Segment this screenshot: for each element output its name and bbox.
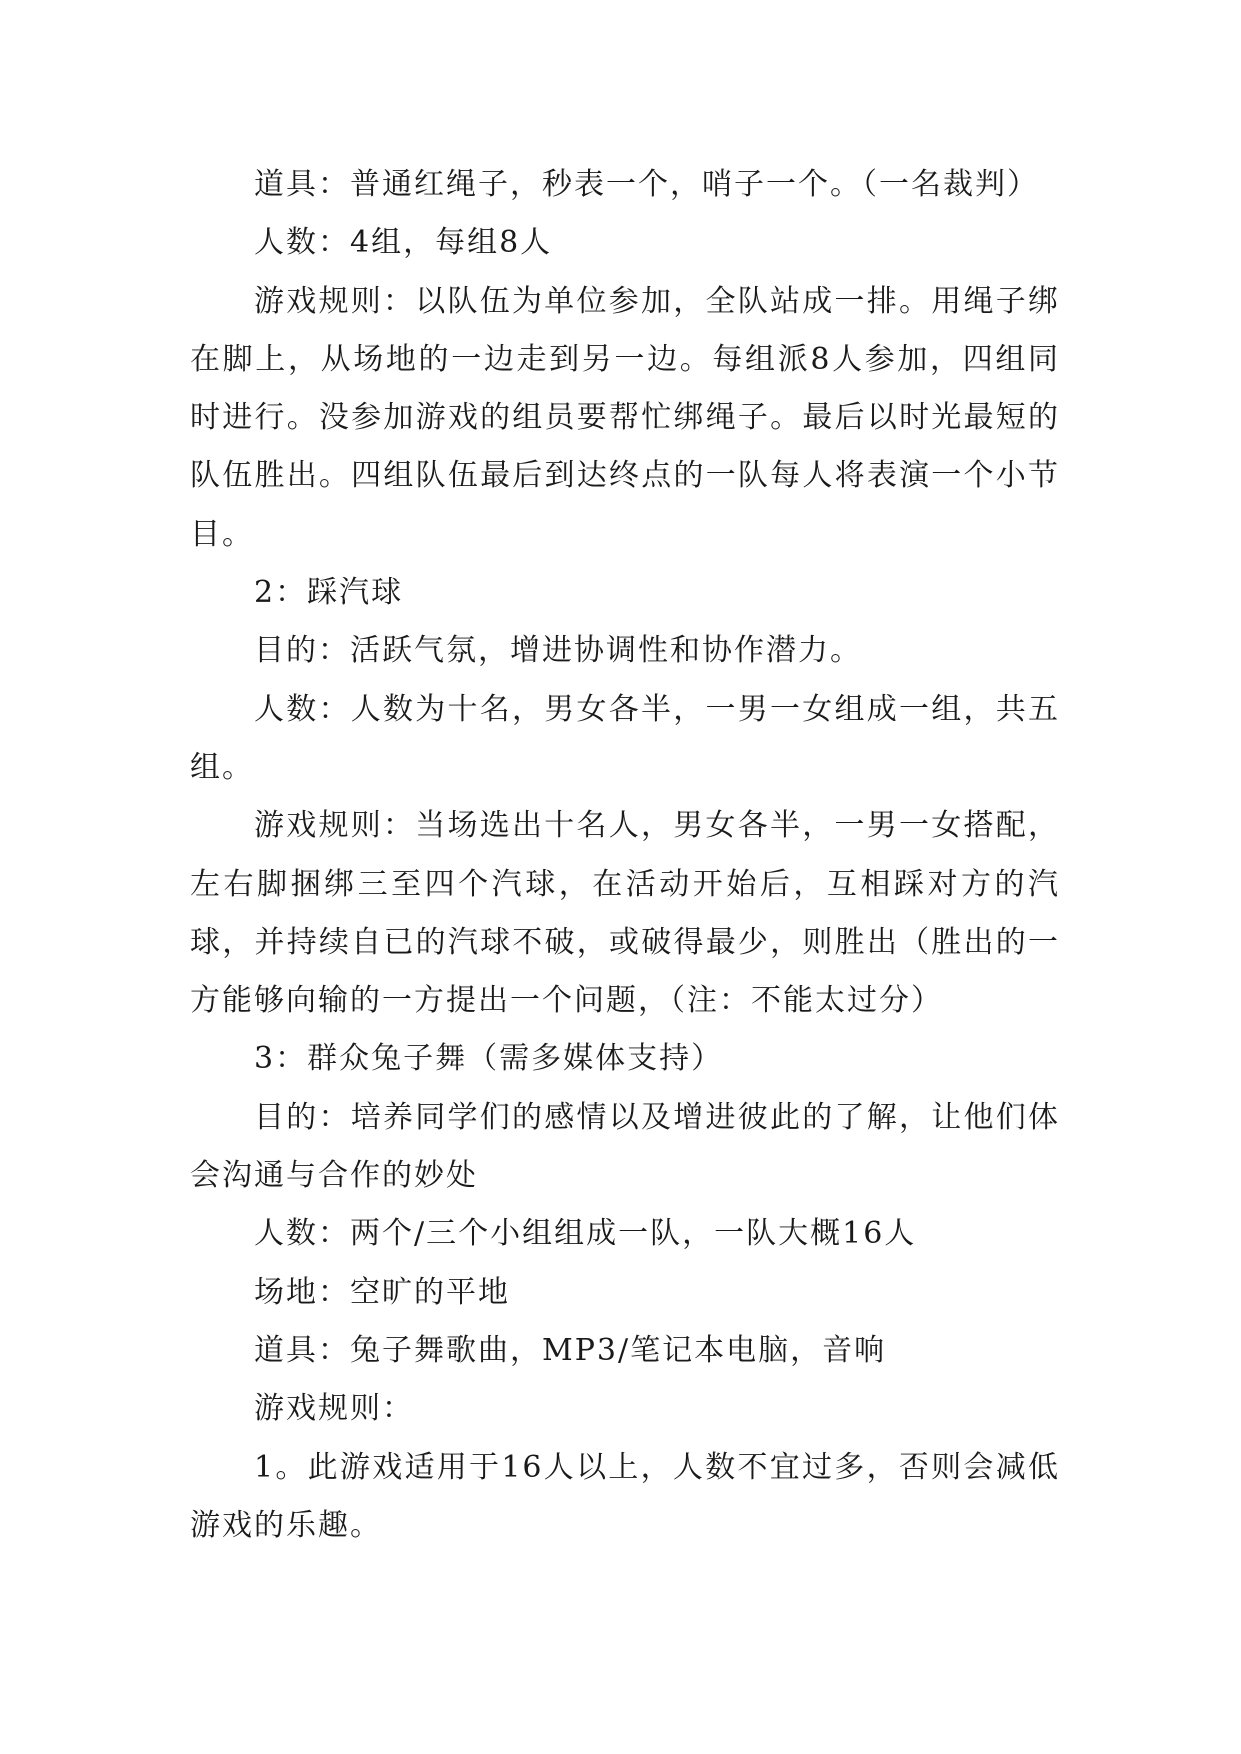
paragraph-props-3: 道具：兔子舞歌曲，MP3/笔记本电脑，音响 [254,1332,887,1368]
paragraph-rules-2: 游戏规则：当场选出十名人，男女各半，一男一女搭配，左右脚捆绑三至四个汽球，在活动开始后，互相踩对方的汽球，并持续自已的汽球不破，或破得最少，则胜出（胜出的一方能够向输的一方提出一个问题，（注：不能太过分） [190,808,1060,1019]
paragraph-headcount-2: 人数：人数为十名，男女各半，一男一女组成一组，共五组。 [190,691,1060,785]
paragraph-rule-item-1: 1。此游戏适用于16人以上，人数不宜过多，否则会减低游戏的乐趣。 [190,1449,1060,1543]
section-heading-3: 3：群众兔子舞（需多媒体支持） [254,1041,724,1077]
paragraph-rules-1: 游戏规则：以队伍为单位参加，全队站成一排。用绳子绑在脚上，从场地的一边走到另一边。每组派8人参加，四组同时进行。没参加游戏的组员要帮忙绑绳子。最后以时光最短的队伍胜出。四组队伍最后到达终点的一队每人将表演一个小节目。 [190,283,1060,552]
section-heading-2: 2：踩汽球 [254,575,404,611]
paragraph-purpose-3: 目的：培养同学们的感情以及增进彼此的了解，让他们体会沟通与合作的妙处 [190,1099,1060,1194]
paragraph-headcount-3: 人数：两个/三个小组组成一队，一队大概16人 [254,1216,917,1252]
paragraph-venue-3: 场地：空旷的平地 [254,1274,510,1310]
paragraph-props-1: 道具：普通红绳子，秒表一个，哨子一个。（一名裁判） [254,167,1039,202]
paragraph-headcount-1: 人数：4组，每组8人 [254,225,553,261]
paragraph-purpose-2: 目的：活跃气氛，增进协调性和协作潜力。 [254,633,862,669]
paragraph-rules-heading-3: 游戏规则： [254,1391,414,1427]
document-body [190,156,1060,1555]
